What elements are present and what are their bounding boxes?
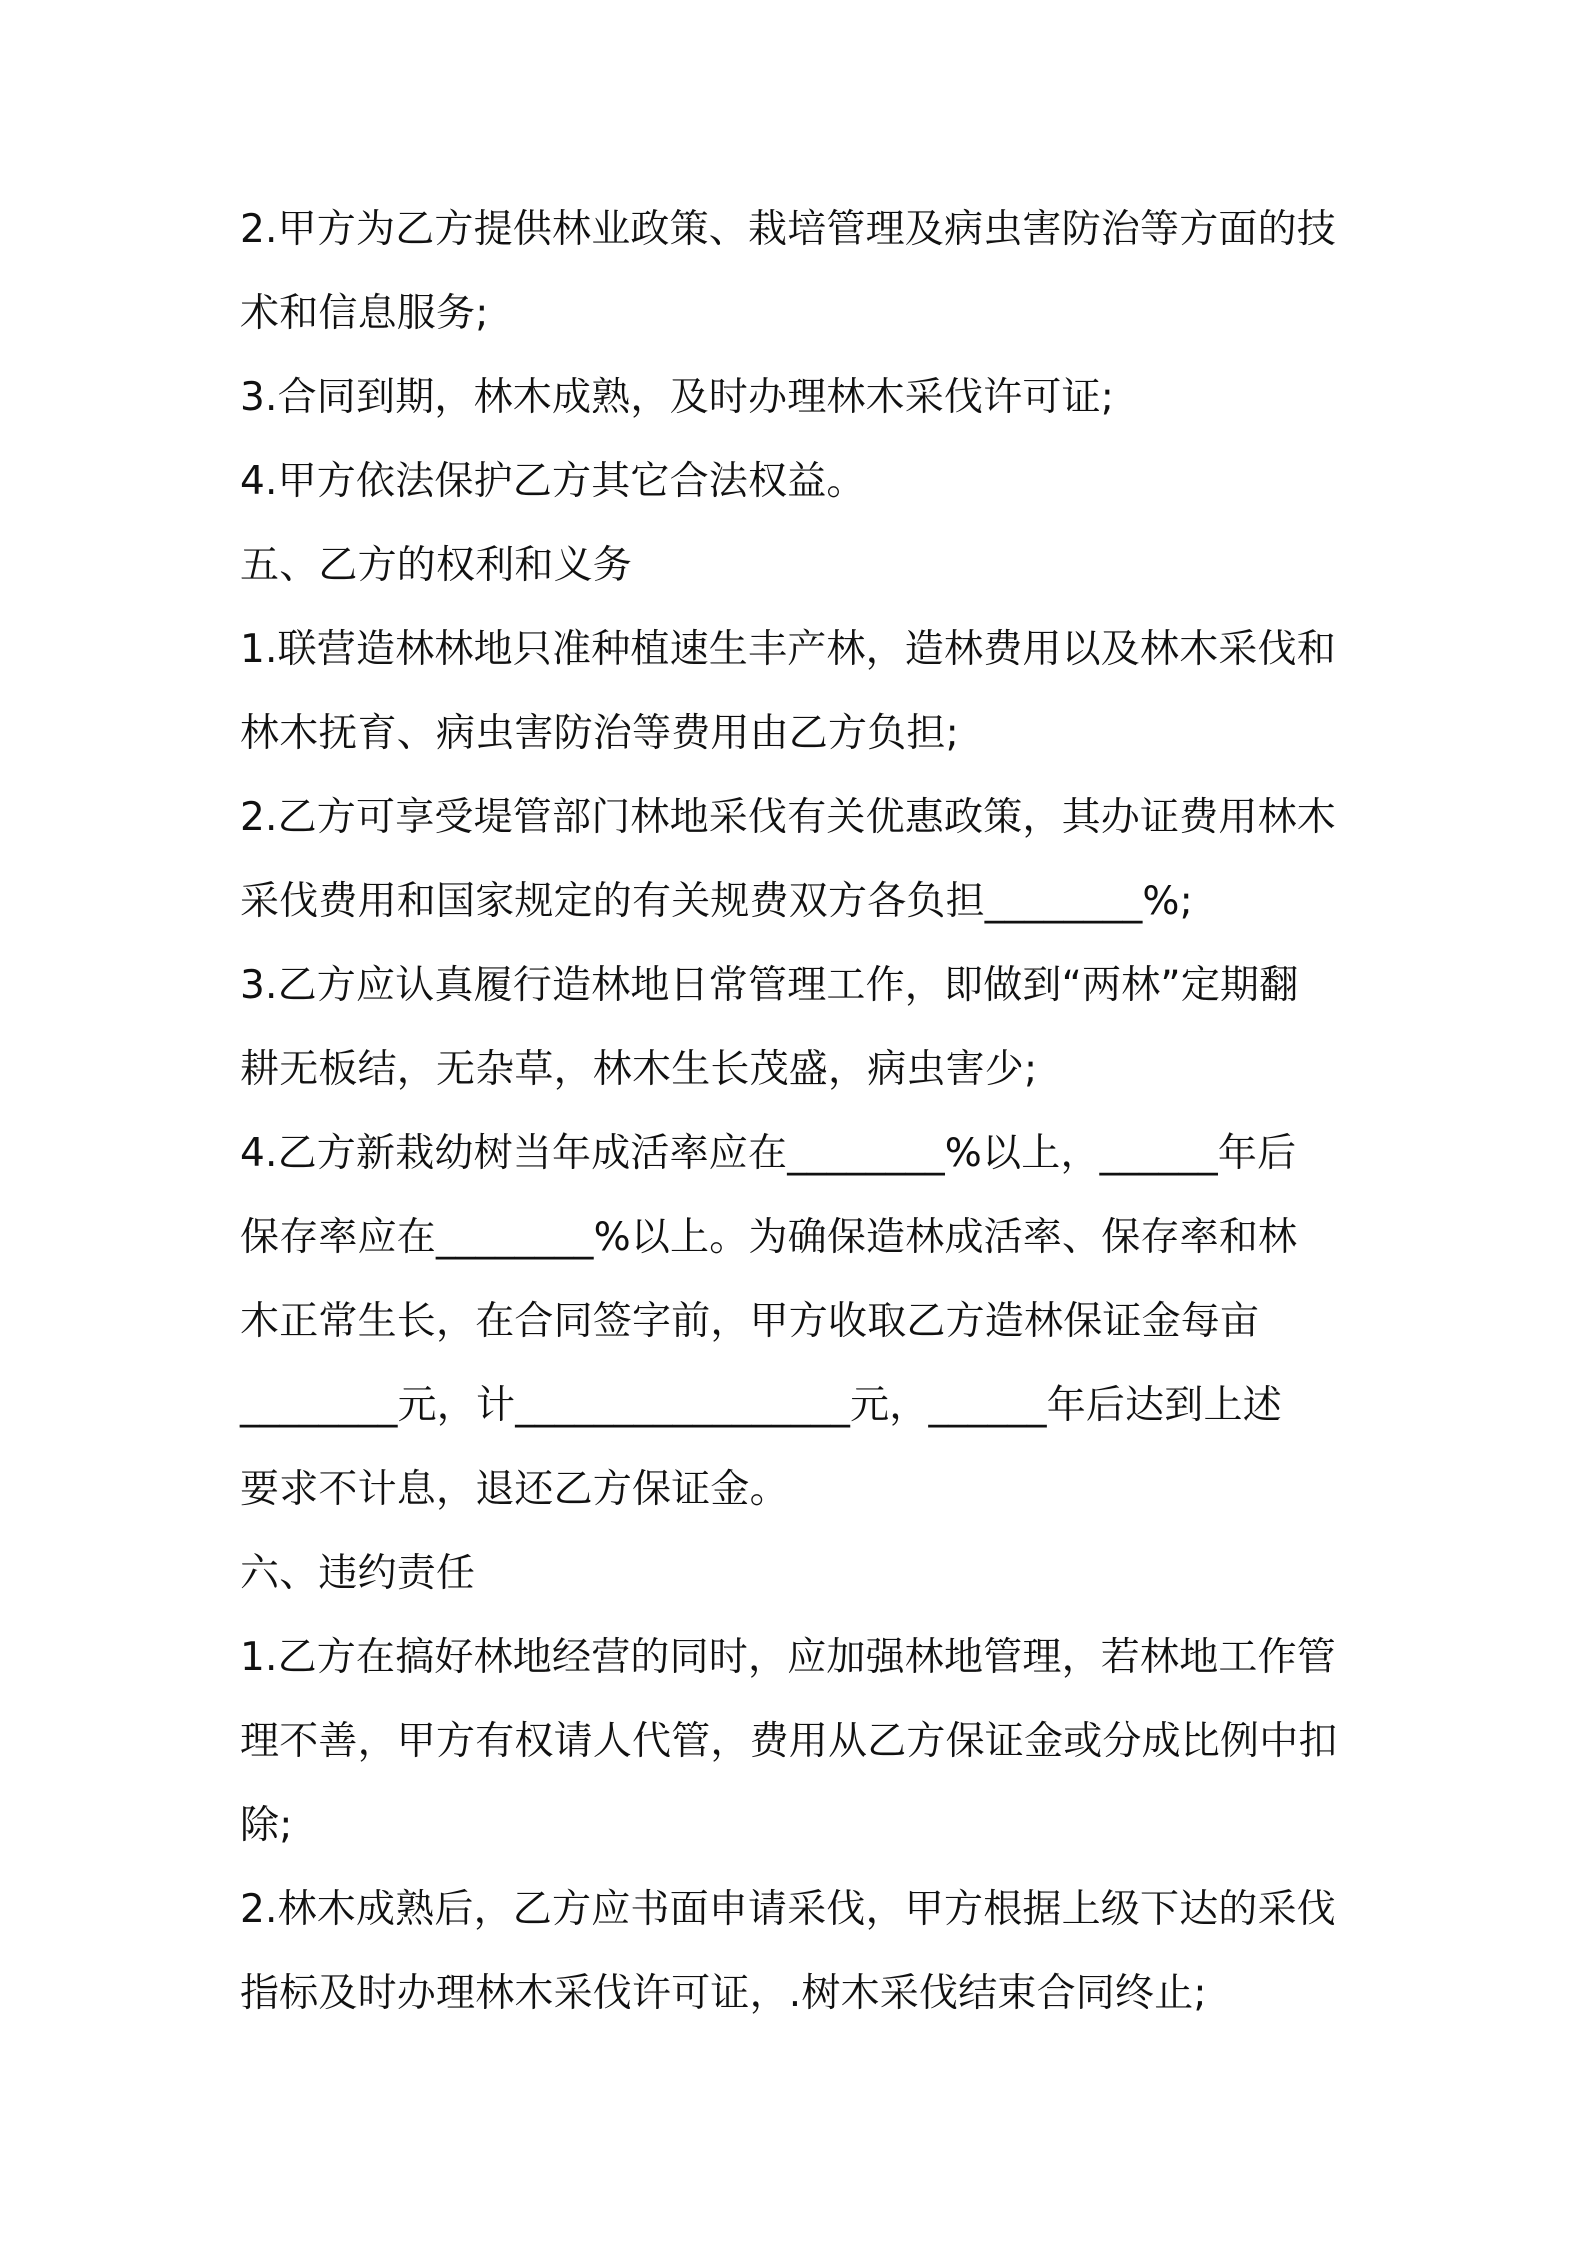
text-line: 保存率应在________%以上。为确保造林成活率、保存率和林	[240, 1215, 1298, 1260]
text-line: 林木抚育、病虫害防治等费用由乙方负担;	[240, 711, 959, 756]
text-line: 3.合同到期，林木成熟，及时办理林木采伐许可证;	[240, 375, 1115, 420]
text-line: 4.甲方依法保护乙方其它合法权益。	[240, 459, 866, 504]
text-line: 3.乙方应认真履行造林地日常管理工作，即做到“两林”定期翻	[240, 963, 1299, 1008]
text-line: 采伐费用和国家规定的有关规费双方各负担________%;	[240, 879, 1193, 924]
text-line: 4.乙方新栽幼树当年成活率应在________%以上，______年后	[240, 1131, 1297, 1176]
text-line: 2.甲方为乙方提供林业政策、栽培管理及病虫害防治等方面的技	[240, 207, 1337, 252]
text-line: 除;	[240, 1803, 293, 1848]
text-line: 1.乙方在搞好林地经营的同时，应加强林地管理，若林地工作管	[240, 1635, 1337, 1680]
text-line: 指标及时办理林木采伐许可证，.树木采伐结束合同终止;	[240, 1971, 1207, 2016]
text-line: 2.乙方可享受堤管部门林地采伐有关优惠政策，其办证费用林木	[240, 795, 1337, 840]
section-heading: 六、违约责任	[240, 1551, 476, 1596]
text-line: 木正常生长，在合同签字前，甲方收取乙方造林保证金每亩	[240, 1299, 1260, 1344]
text-line: 要求不计息，退还乙方保证金。	[240, 1467, 789, 1512]
text-line: 耕无板结，无杂草，林木生长茂盛，病虫害少;	[240, 1047, 1038, 1092]
section-heading: 五、乙方的权利和义务	[240, 543, 633, 588]
text-line: 术和信息服务;	[240, 291, 489, 336]
text-line: 理不善，甲方有权请人代管，费用从乙方保证金或分成比例中扣	[240, 1719, 1338, 1764]
text-line: 2.林木成熟后，乙方应书面申请采伐，甲方根据上级下达的采伐	[240, 1887, 1337, 1932]
text-line: 1.联营造林林地只准种植速生丰产林，造林费用以及林木采伐和	[240, 627, 1337, 672]
text-line: ________元，计_________________元，______年后达到上述	[240, 1383, 1282, 1428]
